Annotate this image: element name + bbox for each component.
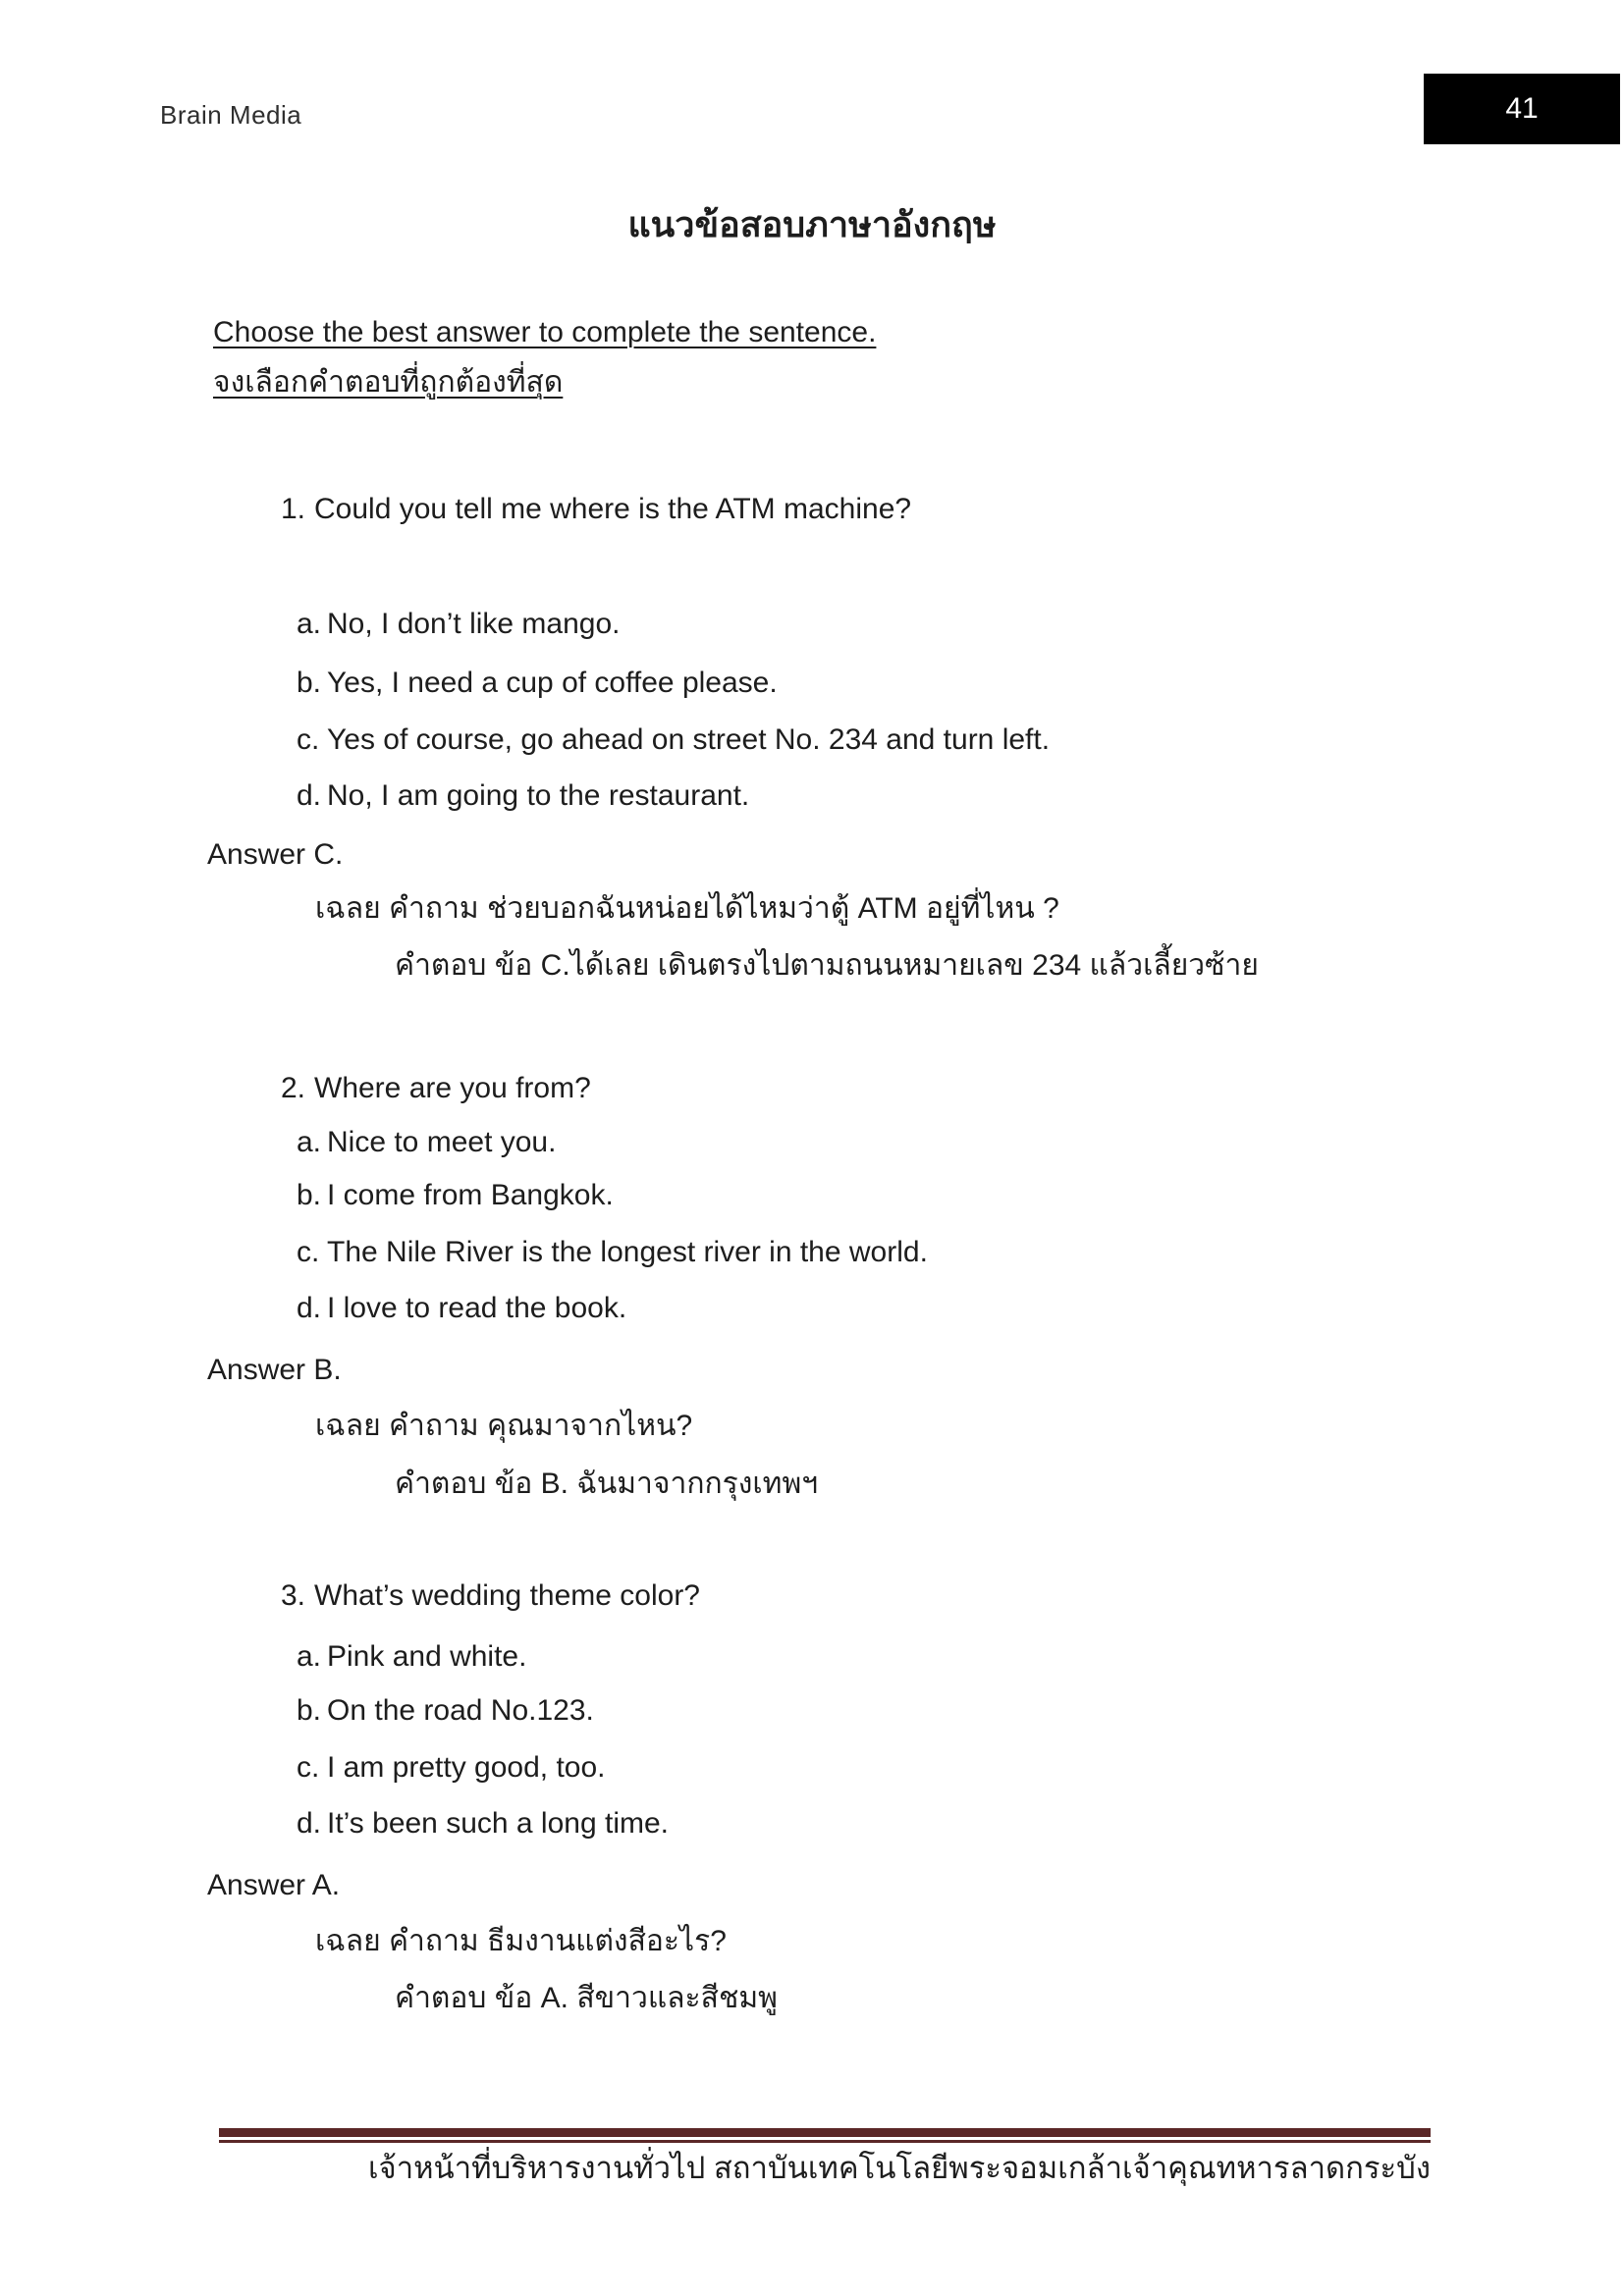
- instruction-th: จงเลือกคำตอบที่ถูกต้องที่สุด: [213, 366, 564, 399]
- option-text: The Nile River is the longest river in the world.: [327, 1236, 928, 1268]
- option-letter: b.: [297, 667, 322, 699]
- question-1-option-a: [297, 607, 621, 642]
- option-text: Pink and white.: [327, 1640, 527, 1673]
- question-1: [281, 492, 911, 527]
- option-letter: d.: [297, 1292, 322, 1324]
- question-2-option-b: [297, 1178, 614, 1213]
- option-letter: b.: [297, 1694, 322, 1727]
- question-text: Where are you from?: [314, 1072, 591, 1104]
- instruction-en: Choose the best answer to complete the sentence.: [213, 316, 877, 348]
- option-text: Nice to meet you.: [327, 1126, 557, 1158]
- option-letter: d.: [297, 1807, 322, 1840]
- option-letter: d.: [297, 779, 322, 812]
- option-letter: a.: [297, 1640, 322, 1673]
- question-2-answer-label: Answer B.: [207, 1354, 342, 1386]
- option-text: Yes, I need a cup of coffee please.: [327, 667, 778, 699]
- question-3: [281, 1578, 700, 1614]
- question-1-option-b: [297, 666, 778, 701]
- option-text: No, I don’t like mango.: [327, 608, 621, 640]
- option-text: I love to read the book.: [327, 1292, 627, 1324]
- question-1-option-d: [297, 778, 749, 814]
- question-3-explanation-answer: คำตอบ ข้อ A. สีขาวและสีชมพู: [395, 1982, 778, 2014]
- footer-text: เจ้าหน้าที่บริหารงานทั่วไป สถาบันเทคโนโลยีพระจอมเกล้าเจ้าคุณทหารลาดกระบัง: [367, 2151, 1431, 2185]
- option-letter: c.: [297, 1751, 320, 1784]
- question-number: 1.: [281, 493, 306, 525]
- question-text: What’s wedding theme color?: [314, 1579, 700, 1612]
- option-letter: c.: [297, 1236, 320, 1268]
- question-3-option-c: [297, 1750, 606, 1786]
- question-2-explanation-question: เฉลย คำถาม คุณมาจากไหน?: [315, 1410, 693, 1442]
- option-letter: c.: [297, 723, 320, 756]
- option-text: No, I am going to the restaurant.: [327, 779, 750, 812]
- question-number: 2.: [281, 1072, 306, 1104]
- option-text: On the road No.123.: [327, 1694, 594, 1727]
- question-3-option-d: [297, 1806, 669, 1842]
- question-number: 3.: [281, 1579, 306, 1612]
- question-2-option-a: [297, 1125, 556, 1160]
- question-2-explanation-answer: คำตอบ ข้อ B. ฉันมาจากกรุงเทพฯ: [395, 1468, 819, 1500]
- brand-label: Brain Media: [160, 100, 302, 130]
- question-3-option-a: [297, 1639, 526, 1675]
- question-2: [281, 1071, 591, 1106]
- option-text: Yes of course, go ahead on street No. 234 and turn left.: [327, 723, 1051, 756]
- footer-rule-thick: [219, 2128, 1431, 2137]
- footer-rule-thin: [219, 2140, 1431, 2143]
- question-2-option-d: [297, 1291, 626, 1326]
- question-3-explanation-question: เฉลย คำถาม ธีมงานแต่งสีอะไร?: [315, 1925, 727, 1957]
- option-text: I am pretty good, too.: [327, 1751, 606, 1784]
- question-3-option-b: [297, 1693, 594, 1729]
- option-text: I come from Bangkok.: [327, 1179, 614, 1211]
- page-number: 41: [1505, 92, 1539, 125]
- question-1-explanation-answer: คำตอบ ข้อ C.ได้เลย เดินตรงไปตามถนนหมายเลข 234 แล้วเลี้ยวซ้าย: [395, 949, 1259, 982]
- page-title: แนวข้อสอบภาษาอังกฤษ: [627, 204, 997, 244]
- question-1-option-c: [297, 722, 1050, 758]
- question-3-answer-label: Answer A.: [207, 1869, 341, 1901]
- option-letter: b.: [297, 1179, 322, 1211]
- option-letter: a.: [297, 608, 322, 640]
- option-text: It’s been such a long time.: [327, 1807, 669, 1840]
- question-text: Could you tell me where is the ATM machine?: [314, 493, 912, 525]
- page-number-box: [1424, 74, 1620, 144]
- question-2-option-c: [297, 1235, 928, 1270]
- question-1-explanation-question: เฉลย คำถาม ช่วยบอกฉันหน่อยได้ไหมว่าตู้ ATM อยู่ที่ไหน ?: [315, 892, 1059, 925]
- option-letter: a.: [297, 1126, 322, 1158]
- question-1-answer-label: Answer C.: [207, 838, 344, 871]
